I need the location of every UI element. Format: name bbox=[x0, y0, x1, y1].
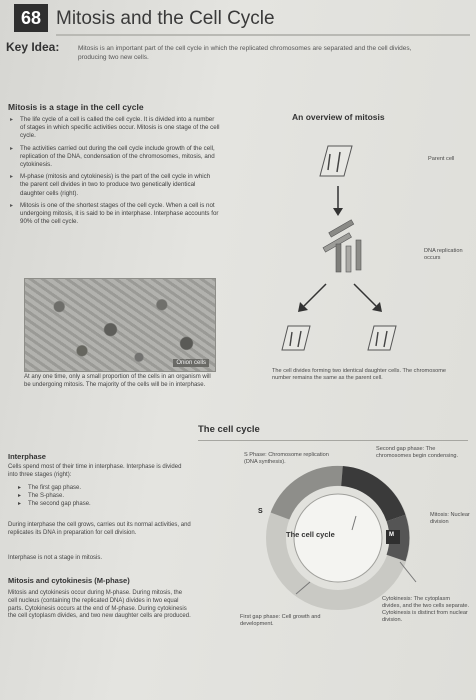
daughter-cells-note: The cell divides forming two identical daughter cells. The chromosome number remains the same as the parent cell. bbox=[272, 368, 447, 381]
key-idea-text: Mitosis is an important part of the cell cycle in which the replicated chromosomes are separated and the cell divides, producing two new cells. bbox=[78, 45, 412, 61]
micrograph-caption: At any one time, only a small proportion of the cells in an organism will be undergoing mitosis. The majority of the cells will be in interphase. bbox=[24, 374, 211, 388]
section-heading-mitosis-stage: Mitosis is a stage in the cell cycle bbox=[8, 102, 144, 112]
cell-cycle-title: The cell cycle bbox=[198, 424, 260, 435]
interphase-detail: During interphase the cell grows, carries out its normal activities, and replicates its DNA in preparation for cell division. bbox=[8, 522, 191, 536]
interphase-stage-item: ▸ The S-phase. bbox=[18, 492, 188, 500]
daughter-cell-right-icon bbox=[368, 326, 396, 350]
cytokinesis-label: Cytokinesis: The cytoplasm divides, and the two cells separate. Cytokinesis is distinct from nuclear division. bbox=[382, 596, 470, 623]
overview-heading: An overview of mitosis bbox=[292, 112, 385, 122]
bullet-item: ▸ M-phase (mitosis and cytokinesis) is the part of the cell cycle in which the parent cell divides in two to produce two genetically identical daughter cells (right). bbox=[10, 173, 220, 198]
bullet-item: ▸ Mitosis is one of the shortest stages of the cell cycle. When a cell is not undergoing mitosis, it is said to be in interphase. Interphase accounts for 90% of the cell cycle. bbox=[10, 202, 220, 227]
split-arrows-icon bbox=[298, 284, 382, 312]
mitosis-bullet-list bbox=[10, 116, 220, 230]
bullet-item: ▸ The life cycle of a cell is called the cell cycle. It is divided into a number of stages in which specific activities occur. Mitosis is one stage of the cell cycle. bbox=[10, 116, 220, 141]
m-phase-heading: Mitosis and cytokinesis (M-phase) bbox=[8, 576, 130, 585]
interphase-stage-list bbox=[18, 484, 188, 508]
connector-line bbox=[400, 562, 416, 582]
interphase-stage-item: ▸ The second gap phase. bbox=[18, 500, 188, 508]
title-divider bbox=[56, 34, 470, 36]
cell-cycle-ring-diagram bbox=[250, 462, 430, 612]
parent-cell-label: Parent cell bbox=[428, 156, 455, 162]
interphase-text: Cells spend most of their time in interphase. Interphase is divided into three stages (right): bbox=[8, 464, 182, 478]
interphase-stage-item: ▸ The first gap phase. bbox=[18, 484, 188, 492]
replicated-chromosomes-icon bbox=[323, 220, 361, 272]
first-gap-label: First gap phase: Cell growth and development. bbox=[240, 614, 321, 627]
interphase-note: Interphase is not a stage in mitosis. bbox=[8, 555, 103, 561]
chapter-title: Mitosis and the Cell Cycle bbox=[56, 8, 275, 29]
micrograph-label: Onion cells bbox=[173, 359, 209, 367]
mitosis-label: Mitosis: Nuclear division bbox=[430, 512, 470, 525]
parent-cell-icon bbox=[320, 146, 352, 176]
m-ring-label: M bbox=[389, 532, 394, 538]
onion-cells-micrograph bbox=[24, 278, 216, 372]
cell-cycle-divider bbox=[198, 440, 468, 441]
s-ring-label: S bbox=[258, 508, 263, 515]
daughter-cell-left-icon bbox=[282, 326, 310, 350]
m-phase-text: Mitosis and cytokinesis occur during M-phase. During mitosis, the cell nucleus (containing the replicated DNA) divides in two equal parts. Cytokinesis occurs at the end of M-phase. During cytokinesis the cell cytoplasm divides, and two new daughter cells are produced. bbox=[8, 590, 191, 620]
chapter-number: 68 bbox=[14, 4, 48, 32]
s-phase-label: S Phase: Chromosome replication (DNA synthesis). bbox=[244, 452, 329, 465]
bullet-item: ▸ The activities carried out during the cell cycle include growth of the cell, replication of the DNA, condensation of the chromosomes, mitosis, and cytokinesis. bbox=[10, 145, 220, 170]
cycle-center-label: The cell cycle bbox=[286, 530, 335, 539]
second-gap-label: Second gap phase: The chromosomes begin condensing. bbox=[376, 446, 459, 459]
interphase-heading: Interphase bbox=[8, 452, 46, 461]
key-idea-label: Key Idea: bbox=[6, 40, 60, 54]
arrow-down-icon bbox=[333, 186, 343, 216]
dna-replication-label: DNA replication occurs bbox=[424, 248, 463, 261]
